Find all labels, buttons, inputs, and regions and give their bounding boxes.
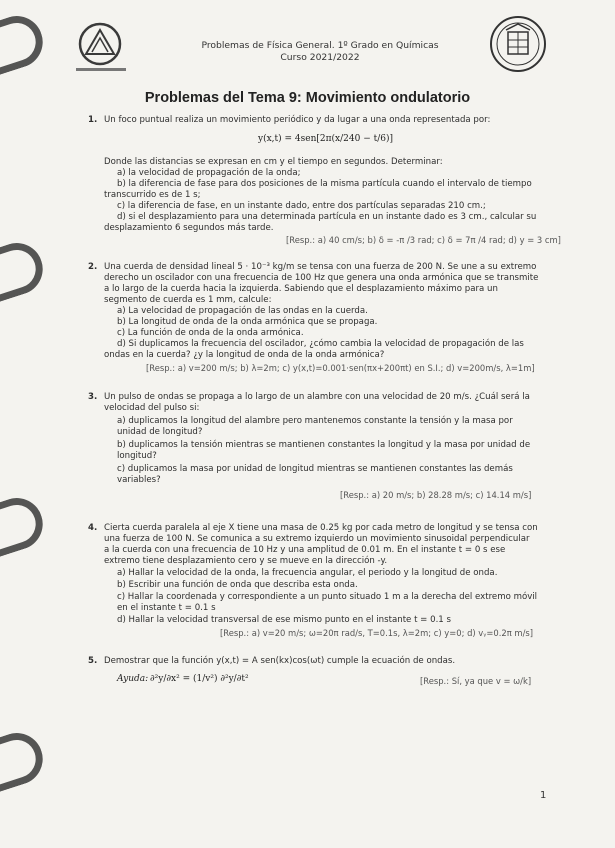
wave-equation: ∂²y/∂x² = (1/v²) ∂²y/∂t² [150, 674, 249, 684]
problem-text: extremo tiene desplazamiento cero y se mueve en la dirección -y. [104, 556, 388, 566]
problem-number: 4. [88, 523, 98, 533]
question-c: c) la diferencia de fase, en un instante dado, entre dos partículas separadas 210 cm.; [117, 201, 486, 211]
answer-line: [Resp.: Sí, ya que v = ω/k] [420, 676, 532, 686]
answer-line: [Resp.: a) 20 m/s; b) 28.28 m/s; c) 14.14 m/s] [340, 490, 532, 500]
question-d-cont: ondas en la cuerda? ¿y la longitud de onda de la onda armónica? [104, 350, 385, 360]
header-year: Curso 2021/2022 [280, 52, 360, 63]
problem-number: 5. [88, 656, 98, 666]
problem-text: Demostrar que la función y(x,t) = A sen(kx)cos(ωt) cumple la ecuación de ondas. [104, 656, 456, 666]
question-a: a) duplicamos la longitud del alambre pero mantenemos constante la tensión y la masa por [117, 416, 513, 426]
question-b: b) Escribir una función de onda que describa esta onda. [117, 580, 358, 590]
problem-number: 3. [88, 392, 98, 402]
question-b-cont: transcurrido es de 1 s; [104, 190, 201, 200]
problem-text: Un pulso de ondas se propaga a lo largo de un alambre con una velocidad de 20 m/s. ¿Cuál será la [104, 392, 530, 402]
question-b-cont: longitud? [117, 451, 157, 461]
hint-label: Ayuda: [117, 674, 149, 684]
question-d-cont: desplazamiento 6 segundos más tarde. [104, 223, 274, 233]
question-d: d) Si duplicamos la frecuencia del oscilador, ¿cómo cambia la velocidad de propagación de las [117, 339, 524, 349]
binder-ring-mark [0, 9, 49, 79]
question-c-cont: en el instante t = 0.1 s [117, 603, 216, 613]
question-a-cont: unidad de longitud? [117, 427, 203, 437]
problem-text: Una cuerda de densidad lineal 5 · 10⁻³ kg/m se tensa con una fuerza de 200 N. Se une a su extremo [104, 262, 537, 272]
binder-ring-mark [0, 726, 49, 796]
page-number: 1 [540, 790, 547, 801]
question-d: d) si el desplazamiento para una determinada partícula en un instante dado es 3 cm., calcular su [117, 212, 537, 222]
question-c: c) La función de onda de la onda armónica. [117, 328, 304, 338]
problem-text: a la cuerda con una frecuencia de 10 Hz y una amplitud de 0.01 m. En el instante t = 0 s ese [104, 545, 506, 555]
wave-formula: y(x,t) = 4sen[2π(x/240 − t/6)] [258, 134, 393, 144]
question-b: b) la diferencia de fase para dos posiciones de la misma partícula cuando el intervalo de tiempo [117, 179, 532, 189]
question-b: b) La longitud de onda de la onda armónica que se propaga. [117, 317, 378, 327]
problem-text: Cierta cuerda paralela al eje X tiene una masa de 0.25 kg por cada metro de longitud y se tensa con [104, 523, 538, 533]
problem-number: 1. [88, 115, 98, 125]
page-title: Problemas del Tema 9: Movimiento ondulatorio [144, 90, 471, 106]
problem-text: una fuerza de 100 N. Se comunica a su extremo izquierdo un movimiento sinusoidal perpendicular [104, 534, 530, 544]
problem-text: velocidad del pulso si: [104, 403, 200, 413]
question-b: b) duplicamos la tensión mientras se mantienen constantes la longitud y la masa por unidad de [117, 440, 531, 450]
question-c-cont: variables? [117, 475, 161, 485]
question-a: a) La velocidad de propagación de las ondas en la cuerda. [117, 306, 368, 316]
answer-line: [Resp.: a) 40 cm/s; b) δ = -π /3 rad; c) δ = 7π /4 rad; d) y = 3 cm] [286, 235, 561, 245]
question-c: c) Hallar la coordenada y correspondiente a un punto situado 1 m a la derecha del extremo móvil [117, 592, 538, 602]
faculty-logo [70, 18, 134, 76]
binder-ring-mark [0, 491, 49, 561]
problem-number: 2. [88, 262, 98, 272]
problem-text: derecho un oscilador con una frecuencia de 100 Hz que genera una onda armónica que se transmite [104, 273, 539, 283]
problem-text: Un foco puntual realiza un movimiento periódico y da lugar a una onda representada por: [104, 115, 491, 125]
question-a: a) la velocidad de propagación de la onda; [117, 168, 301, 178]
problem-text: a lo largo de la cuerda hacia la izquierda. Sabiendo que el desplazamiento máximo para un [104, 284, 498, 294]
binder-ring-mark [0, 236, 49, 306]
question-a: a) Hallar la velocidad de la onda, la frecuencia angular, el periodo y la longitud de onda. [117, 568, 498, 578]
problem-text: segmento de cuerda es 1 mm, calcule: [104, 295, 272, 305]
header-course: Problemas de Física General. 1º Grado en Químicas [201, 40, 439, 51]
question-c: c) duplicamos la masa por unidad de longitud mientras se mantienen constantes las demás [117, 464, 513, 474]
question-d: d) Hallar la velocidad transversal de ese mismo punto en el instante t = 0.1 s [117, 615, 451, 625]
answer-line: [Resp.: a) v=20 m/s; ω=20π rad/s, T=0.1s, λ=2m; c) y=0; d) vᵧ=0.2π m/s] [220, 628, 534, 638]
answer-line: [Resp.: a) v=200 m/s; b) λ=2m; c) y(x,t)=0.001·sen(πx+200πt) en S.I.; d) v=200m/s, λ=1m] [146, 363, 535, 373]
document-header [170, 40, 470, 64]
problem-text: Donde las distancias se expresan en cm y el tiempo en segundos. Determinar: [104, 157, 443, 167]
university-seal [488, 14, 548, 74]
